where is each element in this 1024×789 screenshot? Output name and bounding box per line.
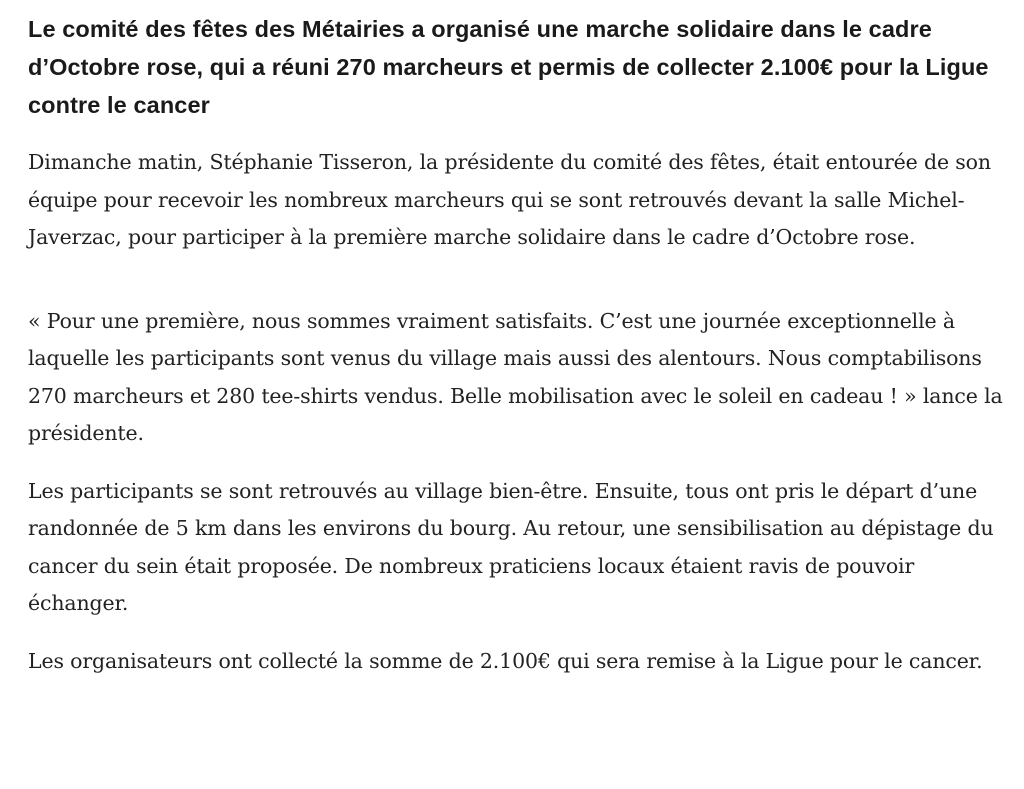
article-paragraph-3: Les participants se sont retrouvés au village bien-être. Ensuite, tous ont pris le départ d’une randonnée de 5 km dans les environs du bourg. Au retour, une sensibilisation au dépistage du cancer du sein était proposée. De nombreux praticiens locaux étaient ravis de pouvoir échanger. [28,478,994,615]
article-paragraph-4: Les organisateurs ont collecté la somme de 2.100€ qui sera remise à la Ligue pour le cancer. [28,648,983,673]
article-paragraph-2: « Pour une première, nous sommes vraiment satisfaits. C’est une journée exceptionnelle à laquelle les participants sont venus du village mais aussi des alentours. Nous comptabilisons 270 marcheurs et 280 tee-shirts vendus. Belle mobilisation avec le soleil en cadeau ! » lance la présidente. [28,308,1003,445]
article-body [28,10,1008,680]
article-lead: Le comité des fêtes des Métairies a organisé une marche solidaire dans le cadre d’Octobre rose, qui a réuni 270 marcheurs et permis de collecter 2.100€ pour la Ligue contre le cancer [28,16,989,118]
article-paragraph-1: Dimanche matin, Stéphanie Tisseron, la présidente du comité des fêtes, était entourée de son équipe pour recevoir les nombreux marcheurs qui se sont retrouvés devant la salle Michel-Javerzac, pour participer à la première marche solidaire dans le cadre d’Octobre rose. [28,150,991,249]
